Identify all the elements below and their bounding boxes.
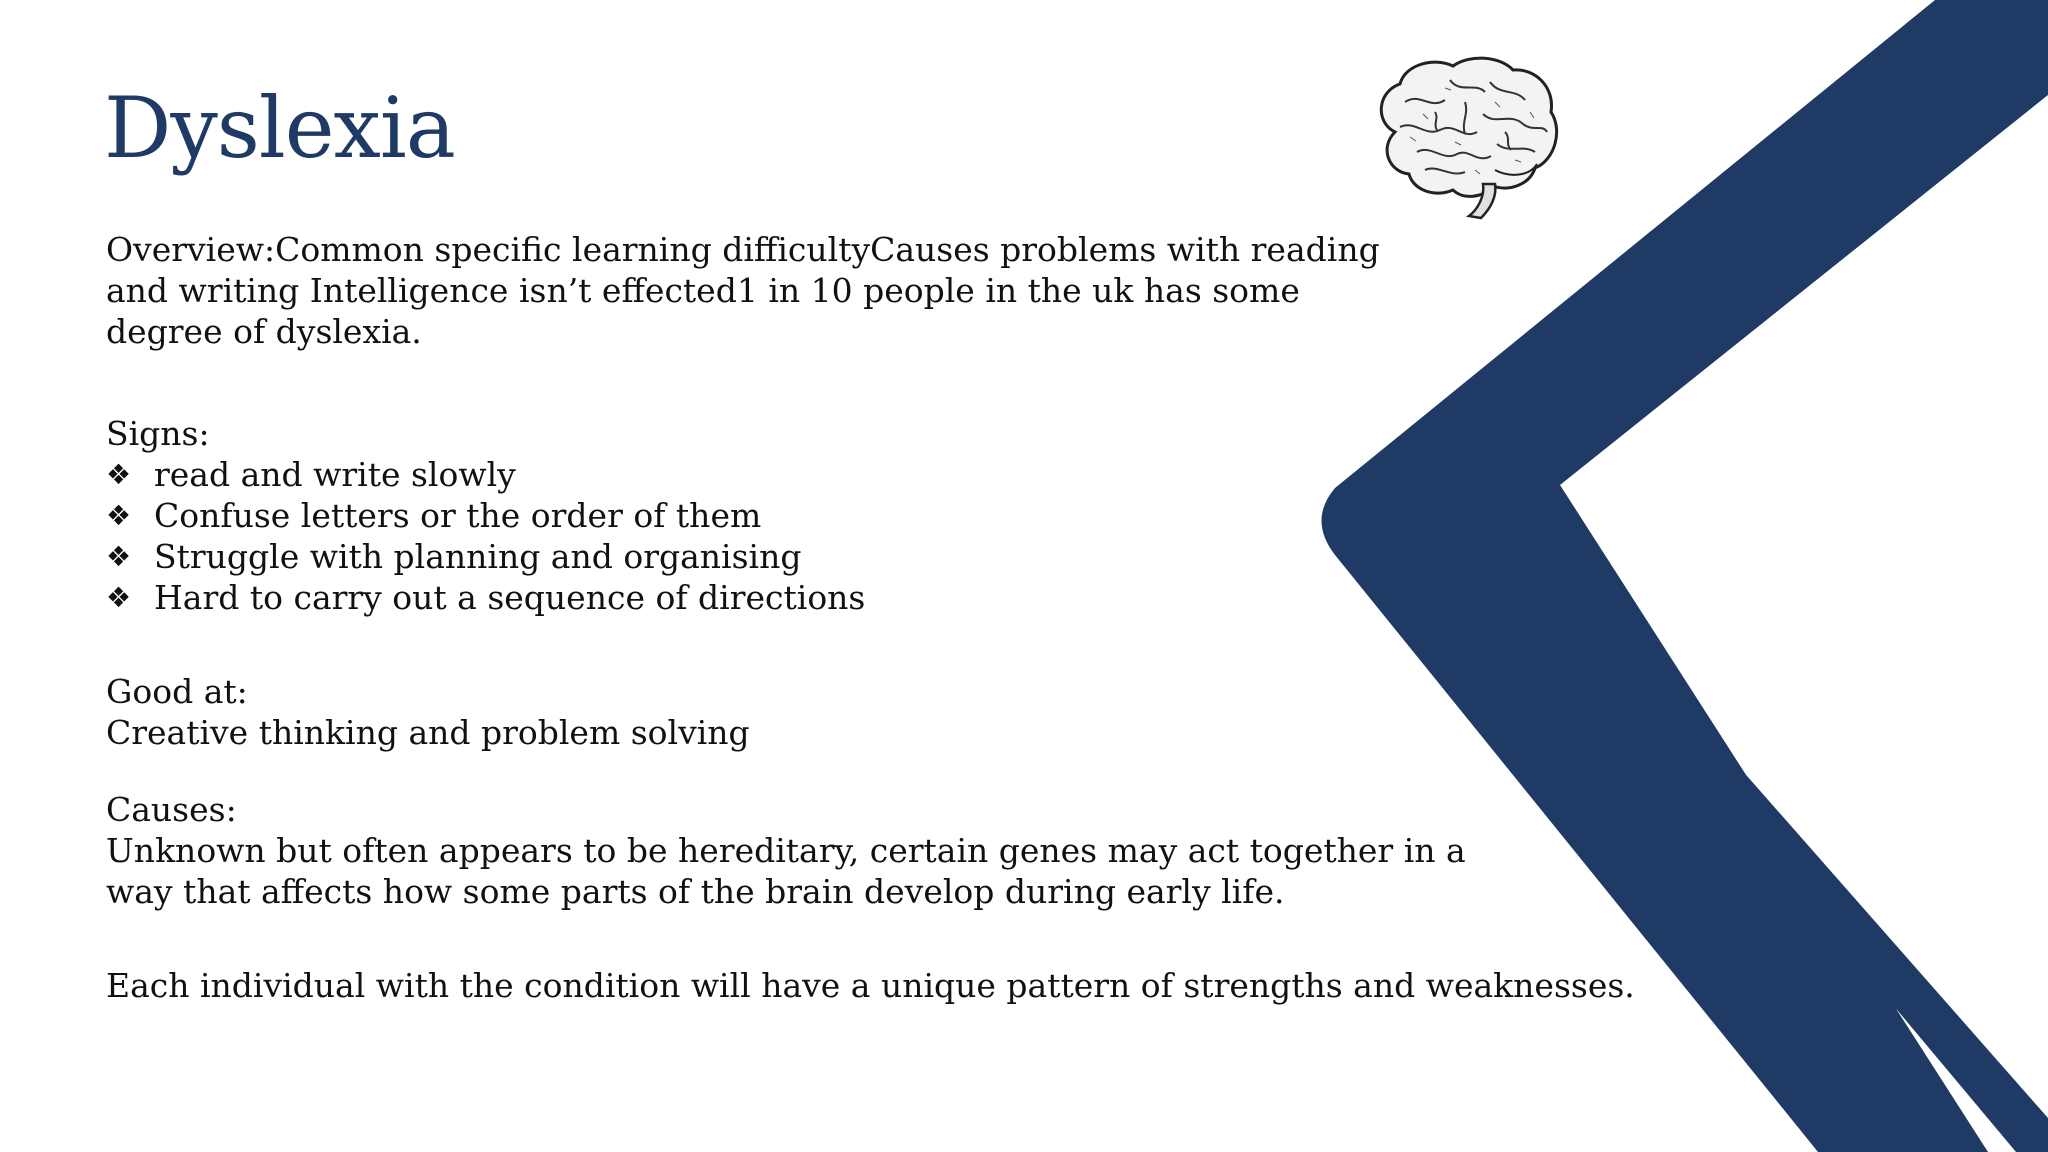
diamond-bullet-icon: ❖	[106, 458, 132, 491]
brain-icon	[1365, 52, 1565, 222]
causes-heading: Causes:	[106, 790, 237, 829]
list-item	[106, 495, 865, 536]
sign-text: Struggle with planning and organising	[154, 537, 802, 576]
sign-text: read and write slowly	[154, 455, 516, 494]
diamond-bullet-icon: ❖	[106, 581, 132, 614]
overview-text: Overview:Common specific learning difficultyCauses problems with reading and writing Intelligence isn’t effected1 in 10 people in the uk has some degree of dyslexia.	[106, 230, 1380, 351]
good-at-text: Creative thinking and problem solving	[106, 713, 750, 752]
closing-statement: Each individual with the condition will have a unique pattern of strengths and weaknesses.	[106, 966, 1635, 1005]
signs-heading: Signs:	[106, 414, 210, 453]
signs-list	[106, 454, 865, 618]
good-at-heading: Good at:	[106, 672, 248, 711]
page-title: Dyslexia	[104, 79, 455, 177]
list-item	[106, 454, 865, 495]
diamond-bullet-icon: ❖	[106, 499, 132, 532]
list-item	[106, 536, 865, 577]
sign-text: Confuse letters or the order of them	[154, 496, 762, 535]
diamond-bullet-icon: ❖	[106, 540, 132, 573]
sign-text: Hard to carry out a sequence of directions	[154, 578, 866, 617]
causes-text: Unknown but often appears to be hereditary, certain genes may act together in a way that affects how some parts of the brain develop during early life.	[106, 831, 1466, 911]
list-item	[106, 577, 865, 618]
